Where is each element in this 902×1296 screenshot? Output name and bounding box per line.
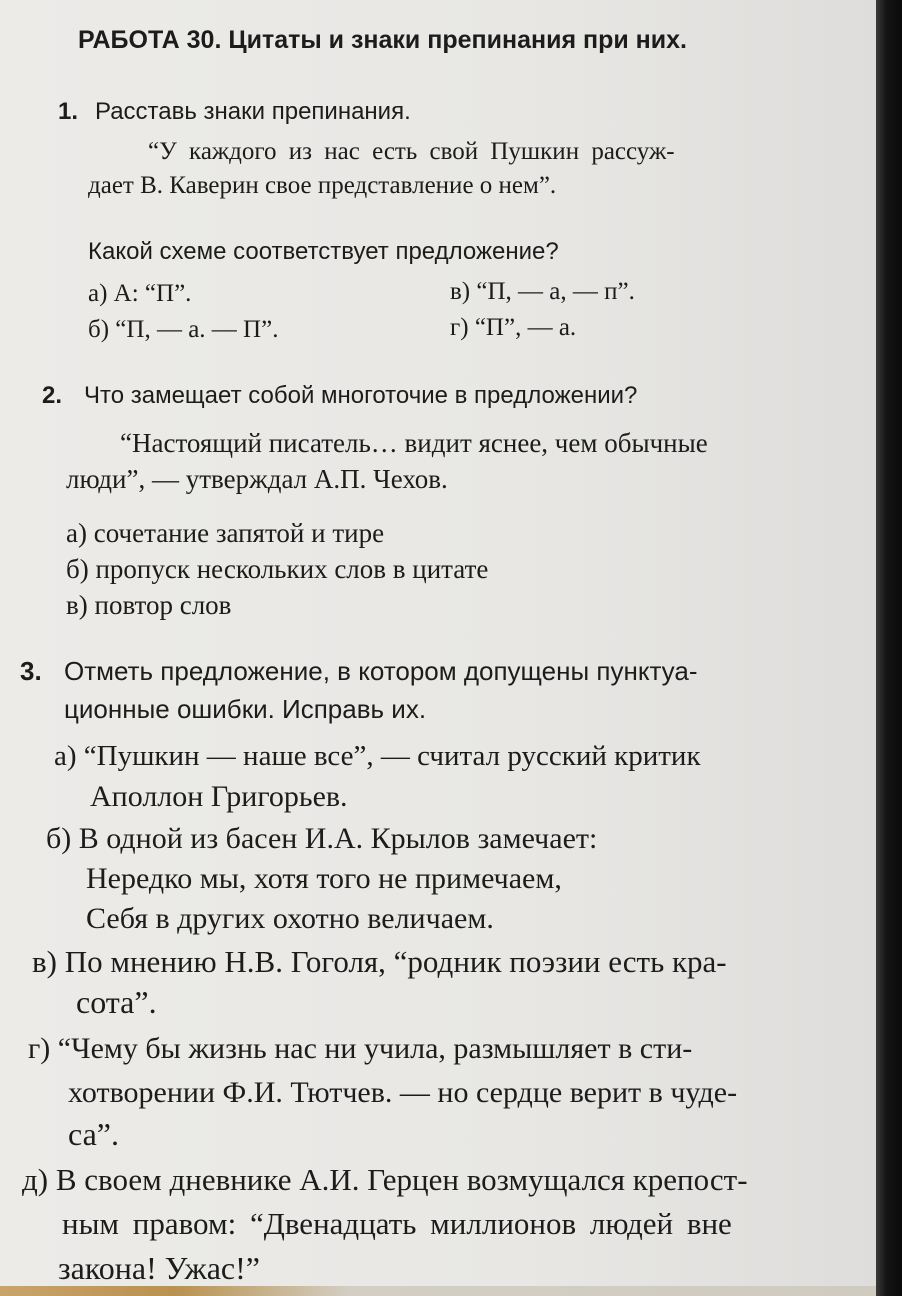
task3-question-line2: ционные ошибки. Исправь их. [64, 694, 427, 724]
task2-question: Что замещает собой многоточие в предложении? [84, 382, 638, 409]
task1-option-b: б) “П, — а. — П”. [88, 316, 279, 343]
task3-v-line2: сота”. [76, 984, 157, 1020]
book-spine [876, 0, 902, 1296]
task3-b-line1: б) В одной из басен И.А. Крылов замечает: [46, 822, 598, 855]
task2-option-a: а) сочетание запятой и тире [66, 518, 385, 548]
task2-quote-line2: люди”, — утверждал А.П. Чехов. [66, 464, 448, 494]
task3-d-line1: д) В своем дневнике А.И. Герцен возмущался крепост- [22, 1162, 748, 1197]
task1-option-v: в) “П, — а, — п”. [450, 278, 635, 305]
task1-option-g: г) “П”, — а. [450, 314, 577, 341]
page-bottom-edge [0, 1286, 876, 1296]
page-title: РАБОТА 30. Цитаты и знаки препинания при них. [78, 26, 687, 54]
task2-number: 2. [42, 382, 63, 409]
task3-b-line2: Нередко мы, хотя того не примечаем, [86, 862, 562, 895]
task3-v-line1: в) По мнению Н.В. Гоголя, “родник поэзии есть кра- [32, 944, 727, 979]
task3-d-line2: ным правом: “Двенадцать миллионов людей вне [62, 1206, 732, 1241]
task3-a-line1: а) “Пушкин — наше все”, — считал русский критик [54, 740, 701, 772]
task1-option-a: а) А: “П”. [88, 280, 192, 307]
task3-g-line3: са”. [68, 1116, 119, 1152]
task1-quote-line2: дает В. Каверин свое представление о нем”. [88, 172, 557, 199]
task3-question-line1: Отметь предложение, в котором допущены пунктуа- [64, 656, 698, 686]
task3-g-line1: г) “Чему бы жизнь нас ни учила, размышляет в сти- [28, 1032, 693, 1065]
task2-quote-line1: “Настоящий писатель… видит яснее, чем обычные [120, 428, 708, 458]
task3-number: 3. [20, 656, 42, 686]
task3-d-line3: закона! Ужас!” [58, 1250, 260, 1286]
task3-a-line2: Аполлон Григорьев. [90, 780, 348, 813]
task3-g-line2: хотворении Ф.И. Тютчев. — но сердце верит в чуде- [68, 1076, 738, 1109]
task3-b-line3: Себя в других охотно величаем. [86, 902, 494, 935]
task1-instruction: Расставь знаки препинания. [95, 98, 411, 125]
task1-number: 1. [58, 98, 79, 125]
task2-option-b: б) пропуск нескольких слов в цитате [66, 554, 489, 584]
task1-question: Какой схеме соответствует предложение? [88, 238, 559, 265]
task2-option-v: в) повтор слов [66, 590, 232, 620]
task1-quote-line1: “У каждого из нас есть свой Пушкин рассуж- [148, 138, 675, 165]
